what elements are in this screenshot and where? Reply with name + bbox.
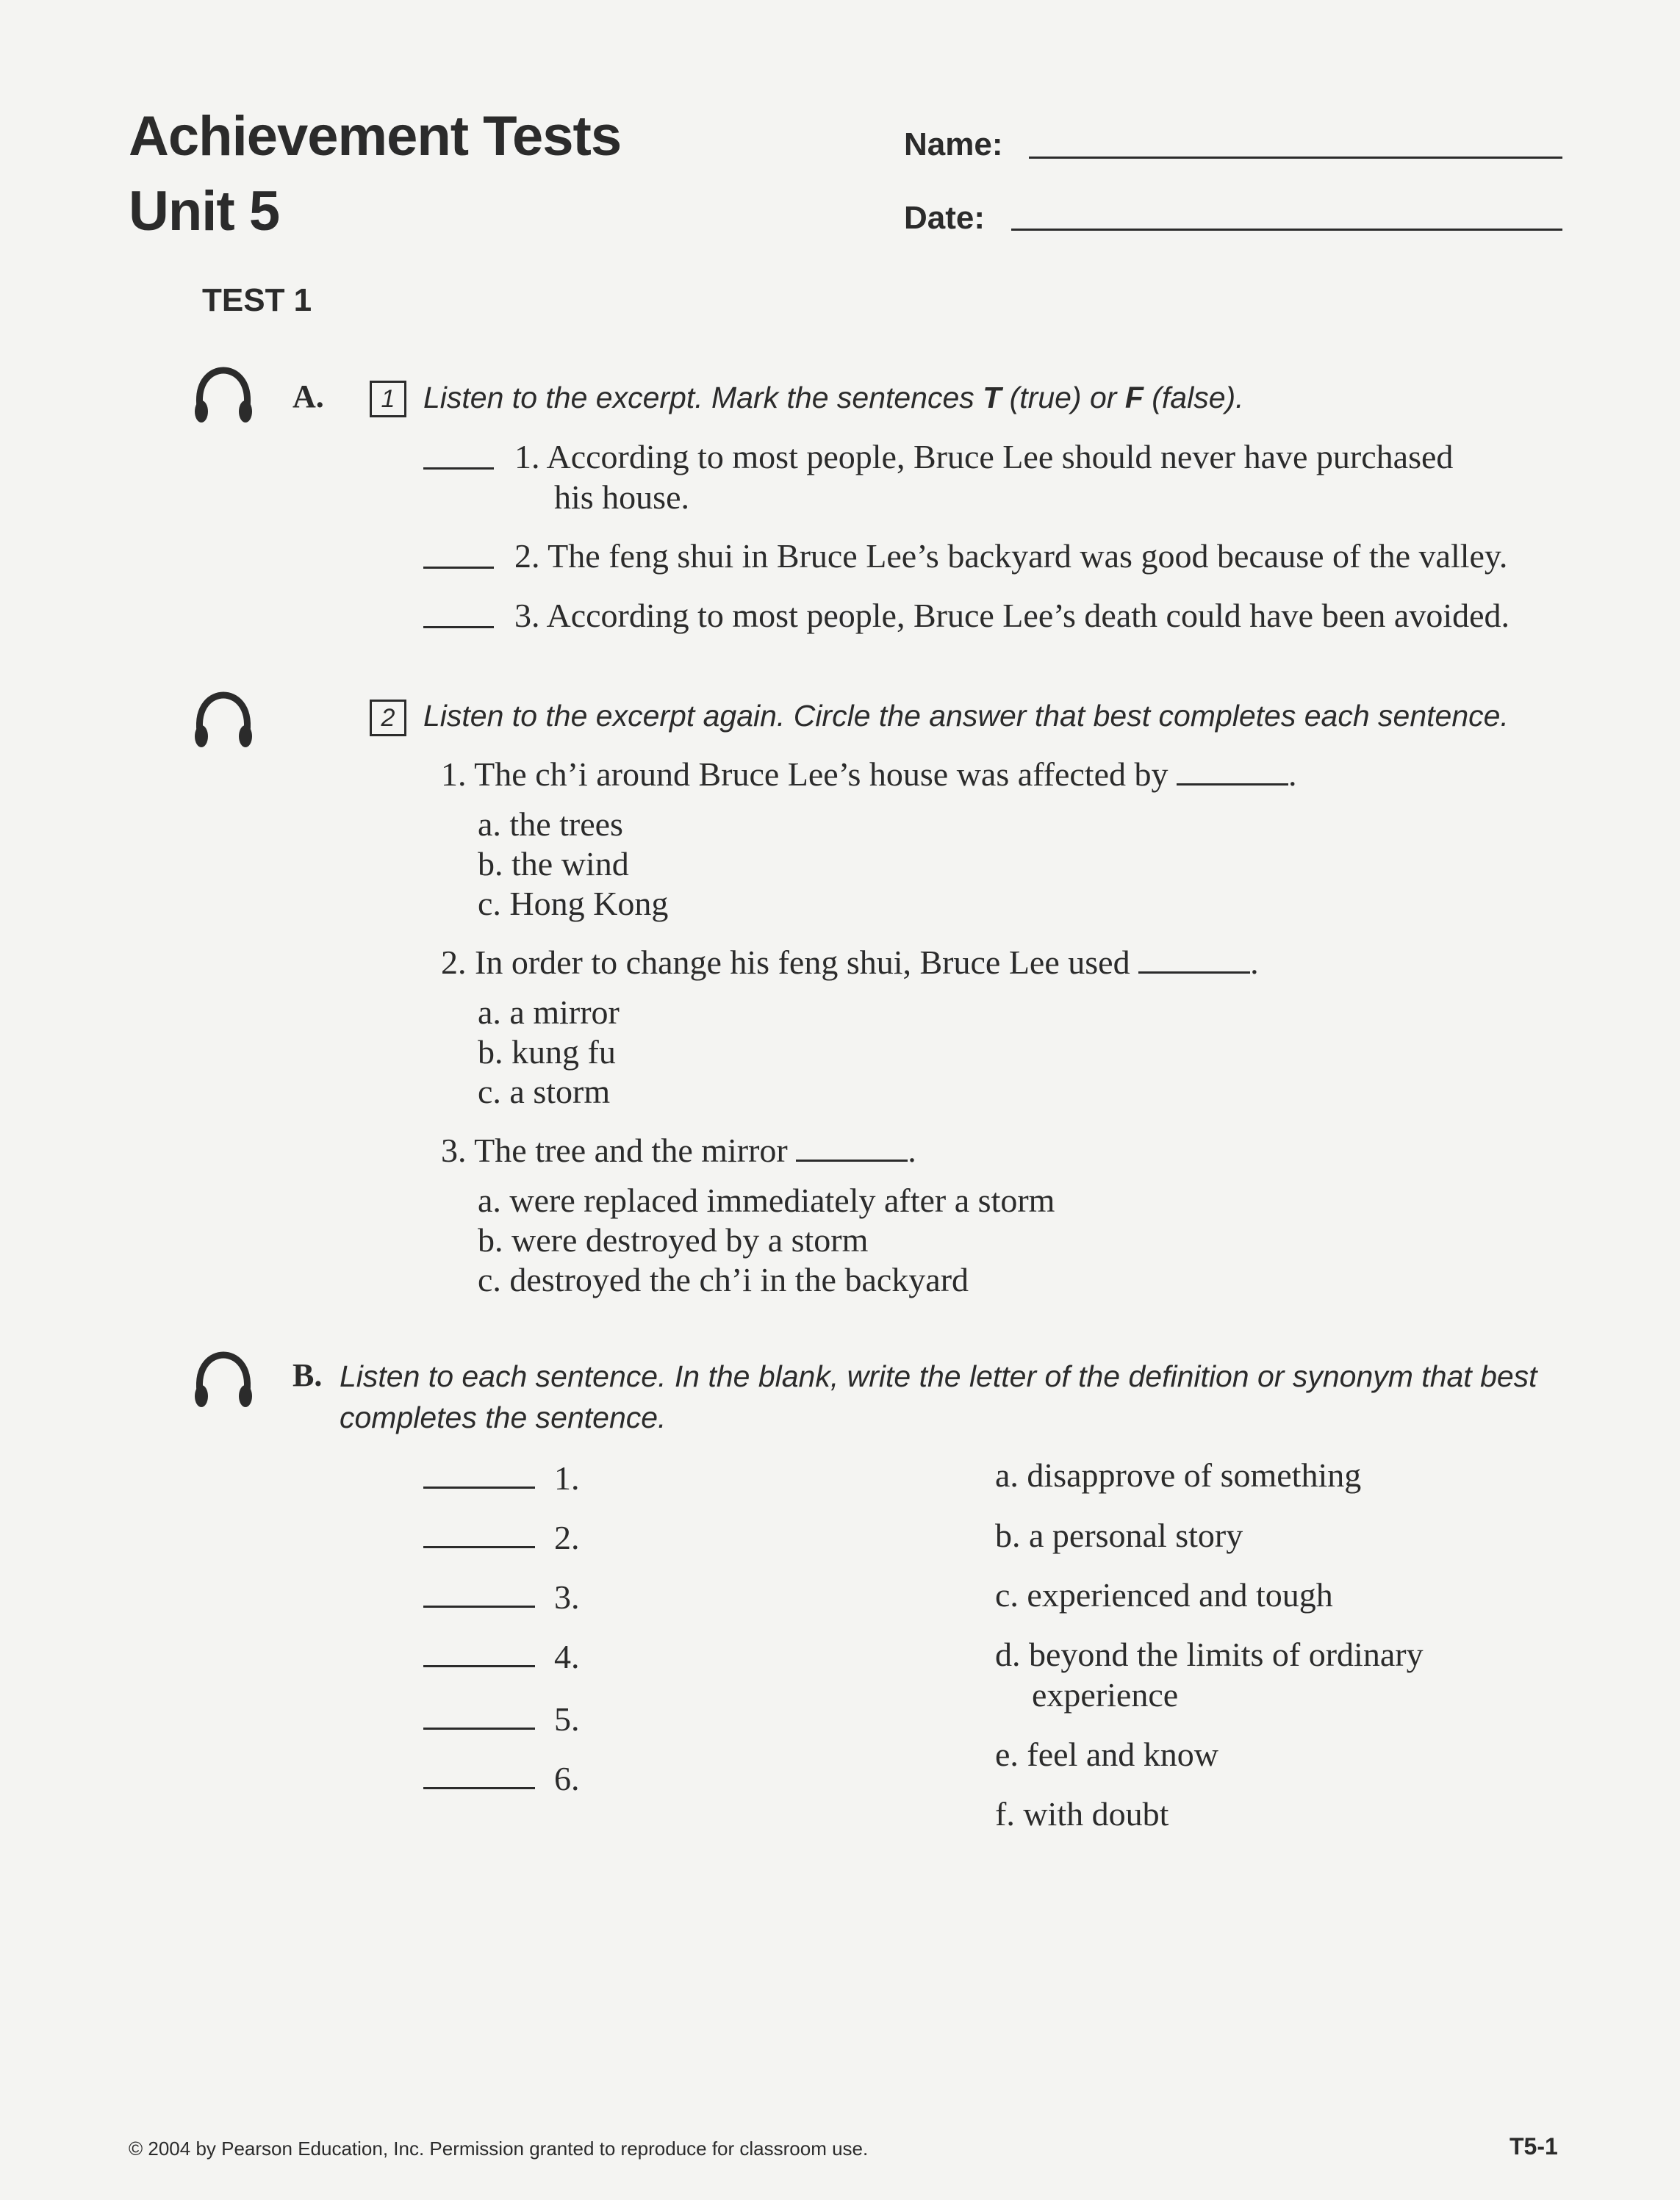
- part-1-instruction: Listen to the excerpt. Mark the sentences T (true) or F (false).: [423, 381, 1244, 414]
- vocab-number: 4.: [554, 1638, 580, 1675]
- definition-item: f. with doubt: [995, 1795, 1169, 1833]
- copyright-notice: © 2004 by Pearson Education, Inc. Permission granted to reproduce for classroom use.: [129, 2138, 869, 2160]
- mc-option[interactable]: a. a mirror: [478, 993, 620, 1031]
- tf-item-1-cont: his house.: [554, 478, 689, 516]
- part-2-instruction: Listen to the excerpt again. Circle the answer that best completes each sentence.: [423, 699, 1509, 733]
- date-label: Date:: [904, 200, 986, 236]
- headphones-icon: [190, 1351, 257, 1411]
- part-1-box: 1: [370, 381, 406, 417]
- tf-item-3: 3. According to most people, Bruce Lee’s death could have been avoided.: [514, 597, 1510, 634]
- vocab-answer-blank-6[interactable]: [423, 1787, 535, 1789]
- tf-answer-blank-2[interactable]: [423, 567, 494, 569]
- tf-answer-blank-1[interactable]: [423, 467, 494, 470]
- headphones-icon: [190, 366, 257, 426]
- mc-option[interactable]: b. kung fu: [478, 1033, 616, 1071]
- section-b-instruction: Listen to each sentence. In the blank, write the letter of the definition or synonym that best: [340, 1359, 1537, 1393]
- definition-item: c. experienced and tough: [995, 1576, 1333, 1614]
- section-b-letter: B.: [292, 1357, 323, 1393]
- mc-option[interactable]: c. Hong Kong: [478, 885, 669, 922]
- part-2-box: 2: [370, 700, 406, 736]
- vocab-answer-blank-2[interactable]: [423, 1546, 535, 1548]
- mc-option[interactable]: b. were destroyed by a storm: [478, 1221, 869, 1259]
- vocab-number: 6.: [554, 1760, 580, 1797]
- definition-item: d. beyond the limits of ordinary: [995, 1636, 1424, 1673]
- mc-option[interactable]: c. destroyed the ch’i in the backyard: [478, 1261, 969, 1298]
- vocab-number: 3.: [554, 1578, 580, 1616]
- mc-question-1: 1. The ch’i around Bruce Lee’s house was affected by .: [441, 755, 1297, 793]
- tf-answer-blank-3[interactable]: [423, 626, 494, 628]
- definition-item: b. a personal story: [995, 1517, 1243, 1554]
- page-title: Achievement Tests: [129, 105, 622, 168]
- vocab-answer-blank-1[interactable]: [423, 1487, 535, 1489]
- date-field[interactable]: [1011, 229, 1562, 231]
- mc-question-3: 3. The tree and the mirror .: [441, 1132, 916, 1169]
- vocab-number: 5.: [554, 1700, 580, 1738]
- test-label: TEST 1: [202, 282, 312, 318]
- section-b-instruction-cont: completes the sentence.: [340, 1401, 667, 1434]
- name-label: Name:: [904, 126, 1003, 162]
- mc-option[interactable]: b. the wind: [478, 845, 629, 882]
- headphones-icon: [190, 691, 257, 751]
- vocab-number: 2.: [554, 1519, 580, 1556]
- unit-title: Unit 5: [129, 180, 280, 242]
- vocab-answer-blank-5[interactable]: [423, 1728, 535, 1730]
- definition-item: e. feel and know: [995, 1736, 1218, 1773]
- mc-blank-3: [796, 1160, 908, 1162]
- definition-item-cont: experience: [1032, 1676, 1179, 1714]
- vocab-number: 1.: [554, 1459, 580, 1497]
- vocab-answer-blank-4[interactable]: [423, 1665, 535, 1667]
- mc-blank-2: [1138, 971, 1250, 974]
- name-field[interactable]: [1029, 157, 1562, 159]
- mc-blank-1: [1177, 783, 1288, 786]
- mc-question-2: 2. In order to change his feng shui, Bruce Lee used .: [441, 943, 1259, 981]
- page-number: T5-1: [1510, 2133, 1558, 2160]
- tf-item-2: 2. The feng shui in Bruce Lee’s backyard was good because of the valley.: [514, 537, 1508, 575]
- mc-option[interactable]: a. the trees: [478, 805, 623, 843]
- vocab-answer-blank-3[interactable]: [423, 1606, 535, 1608]
- definition-item: a. disapprove of something: [995, 1456, 1362, 1494]
- mc-option[interactable]: c. a storm: [478, 1073, 611, 1110]
- mc-option[interactable]: a. were replaced immediately after a storm: [478, 1182, 1055, 1219]
- section-a-letter: A.: [292, 378, 324, 414]
- tf-item-1: 1. According to most people, Bruce Lee should never have purchased: [514, 438, 1454, 475]
